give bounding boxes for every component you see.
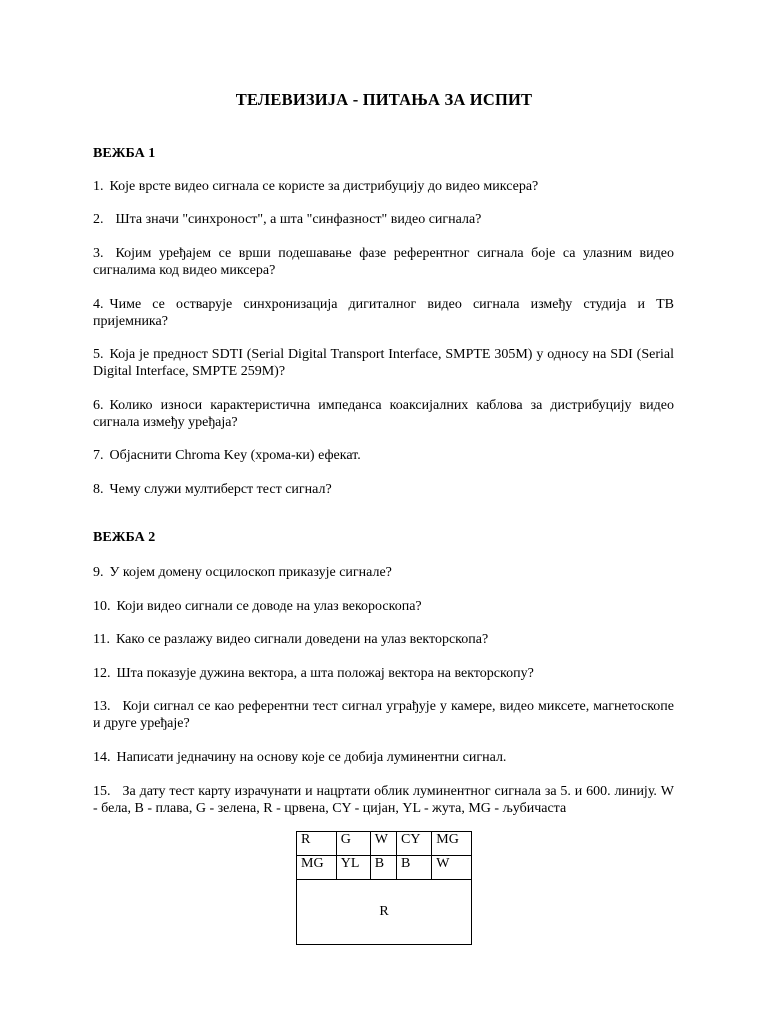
question-text: Који сигнал се као референтни тест сигнал уграђује у камере, видео миксете, магнетоскопе и друге уређаје? bbox=[93, 699, 674, 731]
test-card-cell: W bbox=[370, 832, 396, 856]
test-card-row-2 bbox=[297, 856, 472, 880]
test-card-cell: R bbox=[297, 832, 337, 856]
question-text: За дату тест карту израчунати и нацртати облик луминентног сигнала за 5. и 600. линију. W - бела, B - плава, G - зелена, R - црвена, CY - цијан, YL - жута, MG - љубичаста bbox=[93, 784, 674, 816]
question-number: 11. bbox=[93, 632, 110, 647]
question-text: Које врсте видео сигнала се користе за дистрибуцију до видео миксера? bbox=[109, 179, 539, 194]
question-12 bbox=[93, 665, 674, 682]
question-number: 1. bbox=[93, 179, 104, 194]
question-3 bbox=[93, 245, 674, 279]
question-text: Колико износи карактеристична импеданса коаксијалних каблова за дистрибуцију видео сигнала између уређаја? bbox=[93, 398, 674, 430]
question-13 bbox=[93, 698, 674, 732]
test-card-cell: YL bbox=[336, 856, 370, 880]
question-4 bbox=[93, 296, 674, 330]
question-text: Чему служи мултиберст тест сигнал? bbox=[109, 482, 332, 497]
question-11 bbox=[93, 631, 674, 648]
document-title: ТЕЛЕВИЗИЈА - ПИТАЊА ЗА ИСПИТ bbox=[235, 90, 533, 109]
question-9 bbox=[93, 564, 674, 581]
question-14 bbox=[93, 749, 674, 766]
test-card-cell: B bbox=[397, 856, 432, 880]
question-number: 7. bbox=[93, 448, 104, 463]
question-number: 9. bbox=[93, 565, 104, 580]
question-number: 4. bbox=[93, 297, 104, 312]
question-number: 15. bbox=[93, 784, 111, 799]
question-text: Чиме се остварује синхронизација дигиталног видео сигнала између студија и ТВ пријемника? bbox=[93, 297, 674, 329]
question-text: Која је предност SDTI (Serial Digital Transport Interface, SMPTE 305M) у односу на SDI (Serial Digital Interface, SMPTE 259M)? bbox=[93, 347, 674, 379]
question-text: Шта значи "синхроност", а шта "синфазност" видео сигнала? bbox=[115, 212, 482, 227]
question-text: У којем домену осцилоскоп приказује сигнале? bbox=[109, 565, 392, 580]
test-card-cell: MG bbox=[432, 832, 472, 856]
question-number: 13. bbox=[93, 699, 111, 714]
question-number: 5. bbox=[93, 347, 104, 362]
question-10 bbox=[93, 598, 674, 615]
question-number: 8. bbox=[93, 482, 104, 497]
question-number: 12. bbox=[93, 666, 111, 681]
question-number: 2. bbox=[93, 212, 104, 227]
question-text: Шта показује дужина вектора, а шта положај вектора на векторскопу? bbox=[116, 666, 534, 681]
section-heading-1: ВЕЖБА 1 bbox=[93, 146, 156, 161]
section-heading-2: ВЕЖБА 2 bbox=[93, 530, 156, 545]
test-card-cell-wide: R bbox=[297, 880, 472, 945]
question-text: Написати једначину на основу које се добија луминентни сигнал. bbox=[116, 750, 507, 765]
question-text: Објаснити Chroma Key (хрома-ки) ефекат. bbox=[109, 448, 361, 463]
question-15 bbox=[93, 783, 674, 817]
question-2 bbox=[93, 211, 674, 228]
question-number: 6. bbox=[93, 398, 104, 413]
question-text: Којим уређајем се врши подешавање фазе референтног сигнала боје са улазним видео сигналима код видео миксера? bbox=[93, 246, 674, 278]
test-card-cell: W bbox=[432, 856, 472, 880]
question-8 bbox=[93, 481, 674, 498]
test-card-table bbox=[296, 831, 472, 945]
test-card-row-1 bbox=[297, 832, 472, 856]
question-1 bbox=[93, 178, 674, 195]
test-card-cell: G bbox=[336, 832, 370, 856]
test-card-cell: CY bbox=[397, 832, 432, 856]
test-card-row-3 bbox=[297, 880, 472, 945]
question-text: Који видео сигнали се доводе на улаз векороскопа? bbox=[116, 599, 422, 614]
question-number: 14. bbox=[93, 750, 111, 765]
test-card-cell: MG bbox=[297, 856, 337, 880]
question-number: 3. bbox=[93, 246, 104, 261]
question-7 bbox=[93, 447, 674, 464]
test-card-cell: B bbox=[370, 856, 396, 880]
question-number: 10. bbox=[93, 599, 111, 614]
question-5 bbox=[93, 346, 674, 380]
question-6 bbox=[93, 397, 674, 431]
question-text: Како се разлажу видео сигнали доведени на улаз векторскопа? bbox=[115, 632, 489, 647]
